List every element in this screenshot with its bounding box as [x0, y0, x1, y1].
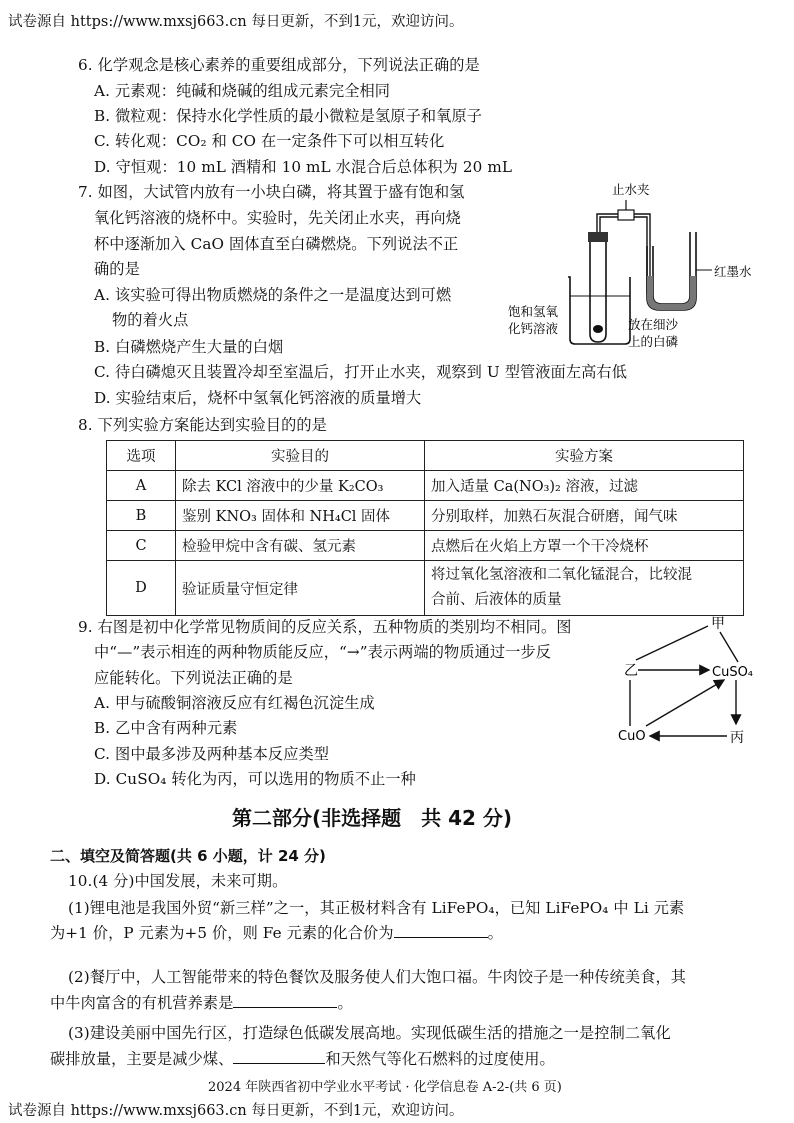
- table-cell: D: [107, 561, 176, 616]
- label-clamp: 止水夹: [612, 182, 650, 197]
- q9-stem-line1: 9. 右图是初中化学常见物质间的反应关系，五种物质的类别均不相同。图: [78, 618, 572, 636]
- q9-option-b: B. 乙中含有两种元素: [94, 719, 238, 737]
- node-cuo: CuO: [618, 729, 646, 744]
- table-cell: C: [107, 531, 176, 561]
- table-header: 选项: [107, 441, 176, 471]
- table-row: [107, 531, 744, 561]
- table-header: 实验方案: [425, 441, 744, 471]
- q7-stem-line4: 确的是: [94, 260, 140, 278]
- source-header: 试卷源自 https://www.mxsj663.cn 每日更新，不到1元，欢迎访问。: [8, 14, 464, 30]
- label-solution-1: 饱和氢氧: [508, 304, 559, 319]
- table-cell: A: [107, 471, 176, 501]
- table-cell: 点燃后在火焰上方罩一个干冷烧杯: [425, 531, 744, 561]
- table-cell-line: 将过氧化氢溶液和二氧化锰混合，比较混: [431, 567, 692, 583]
- q7-stem-line3: 杯中逐渐加入 CaO 固体直至白磷燃烧。下列说法不正: [94, 235, 459, 253]
- q7-stem-line2: 氧化钙溶液的烧杯中。实验时，先关闭止水夹，再向烧: [94, 209, 461, 227]
- q7-option-d: D. 实验结束后，烧杯中氢氧化钙溶液的质量增大: [94, 389, 422, 407]
- q10-stem: 10.(4 分)中国发展，未来可期。: [68, 872, 288, 890]
- table-cell: 验证质量守恒定律: [176, 561, 425, 616]
- q7-option-c: C. 待白磷熄灭且装置冷却至室温后，打开止水夹，观察到 U 型管液面左高右低: [94, 363, 627, 381]
- answer-blank-1[interactable]: [394, 923, 488, 938]
- node-bing: 丙: [730, 730, 744, 746]
- q9-option-a: A. 甲与硫酸铜溶液反应有红褐色沉淀生成: [94, 694, 375, 712]
- section2-heading: 二、填空及简答题(共 6 小题，计 24 分): [50, 847, 326, 865]
- q9-stem-line2: 中“—”表示相连的两种物质能反应，“→”表示两端的物质通过一步反: [94, 643, 552, 661]
- q9-stem-line3: 应能转化。下列说法正确的是: [94, 669, 293, 687]
- q8-table: [106, 440, 744, 616]
- table-cell-line: 合前、后液体的质量: [431, 592, 562, 608]
- q10-part3-line1: (3)建设美丽中国先行区，打造绿色低碳发展高地。实现低碳生活的措施之一是控制二氧化: [68, 1024, 671, 1042]
- node-jia: 甲: [711, 616, 725, 632]
- table-row: [107, 471, 744, 501]
- label-phos-1: 放在细沙: [628, 317, 679, 332]
- q10-part1-text: 为+1 价，P 元素为+5 价，则 Fe 元素的化合价为: [50, 924, 394, 942]
- table-header-row: [107, 441, 744, 471]
- u-tube: [647, 232, 696, 310]
- stopper: [588, 232, 608, 242]
- table-cell: 分别取样，加熟石灰混合研磨，闻气味: [425, 501, 744, 531]
- q10-part3-line2: [50, 1048, 555, 1069]
- q6-option-d: D. 守恒观：10 mL 酒精和 10 mL 水混合后总体积为 20 mL: [94, 158, 513, 176]
- table-cell: [425, 561, 744, 616]
- part2-title: 第二部分(非选择题 共 42 分): [232, 806, 513, 830]
- clamp: [618, 210, 634, 220]
- table-cell: 鉴别 KNO₃ 固体和 NH₄Cl 固体: [176, 501, 425, 531]
- q10-part1-line1: (1)锂电池是我国外贸“新三样”之一，其正极材料含有 LiFePO₄，已知 LiFePO₄ 中 Li 元素: [68, 899, 685, 917]
- q6-option-a: A. 元素观：纯碱和烧碱的组成元素完全相同: [94, 82, 391, 100]
- q6-option-c: C. 转化观：CO₂ 和 CO 在一定条件下可以相互转化: [94, 132, 445, 150]
- node-cuso4: CuSO₄: [712, 665, 754, 680]
- q7-apparatus-figure: [500, 176, 794, 356]
- white-phosphorus: [593, 325, 603, 333]
- q7-option-a-line2: 物的着火点: [112, 311, 189, 329]
- q7-option-b: B. 白磷燃烧产生大量的白烟: [94, 338, 284, 356]
- q7-option-a-line1: A. 该实验可得出物质燃烧的条件之一是温度达到可燃: [94, 286, 452, 304]
- q9-option-c: C. 图中最多涉及两种基本反应类型: [94, 745, 330, 763]
- table-row: [107, 501, 744, 531]
- source-footer: 试卷源自 https://www.mxsj663.cn 每日更新，不到1元，欢迎访问。: [8, 1103, 464, 1119]
- answer-blank-2[interactable]: [233, 993, 337, 1008]
- q8-stem: 8. 下列实验方案能达到实验目的的是: [78, 416, 327, 434]
- table-cell: 检验甲烷中含有碳、氢元素: [176, 531, 425, 561]
- node-yi: 乙: [624, 663, 638, 679]
- q7-stem-line1: 7. 如图，大试管内放有一小块白磷，将其置于盛有饱和氢: [78, 183, 465, 201]
- answer-blank-3[interactable]: [233, 1049, 325, 1064]
- q9-relation-diagram: [614, 612, 764, 752]
- q9-option-d: D. CuSO₄ 转化为丙，可以选用的物质不止一种: [94, 770, 416, 788]
- table-cell: 除去 KCl 溶液中的少量 K₂CO₃: [176, 471, 425, 501]
- table-cell: B: [107, 501, 176, 531]
- beaker: [568, 277, 630, 344]
- q6-option-b: B. 微粒观：保持水化学性质的最小微粒是氢原子和氧原子: [94, 107, 483, 125]
- label-phos-2: 上的白磷: [628, 334, 679, 349]
- q6-stem: 6. 化学观念是核心素养的重要组成部分，下列说法正确的是: [78, 56, 480, 74]
- q10-part2-text: 中牛肉富含的有机营养素是: [50, 994, 234, 1012]
- q10-part3-tail: 和天然气等化石燃料的过度使用。: [325, 1050, 555, 1068]
- label-ink: 红墨水: [714, 264, 752, 279]
- label-solution-2: 化钙溶液: [508, 321, 559, 336]
- q10-part1-line2: 为+1 价，P 元素为+5 价，则 Fe 元素的化合价为 。: [50, 924, 503, 942]
- table-row: [107, 561, 744, 616]
- ink-liquid: [647, 276, 696, 310]
- q10-part3-text: 碳排放量，主要是减少煤、: [50, 1050, 234, 1068]
- page-footer: 2024 年陕西省初中学业水平考试 · 化学信息卷 A-2-(共 6 页): [208, 1080, 562, 1095]
- table-cell: 加入适量 Ca(NO₃)₂ 溶液，过滤: [425, 471, 744, 501]
- table-header: 实验目的: [176, 441, 425, 471]
- q10-part2-line1: (2)餐厅中，人工智能带来的特色餐饮及服务使人们大饱口福。牛肉饺子是一种传统美食，其: [68, 968, 687, 986]
- q10-part2-line2: 中牛肉富含的有机营养素是 。: [50, 994, 353, 1012]
